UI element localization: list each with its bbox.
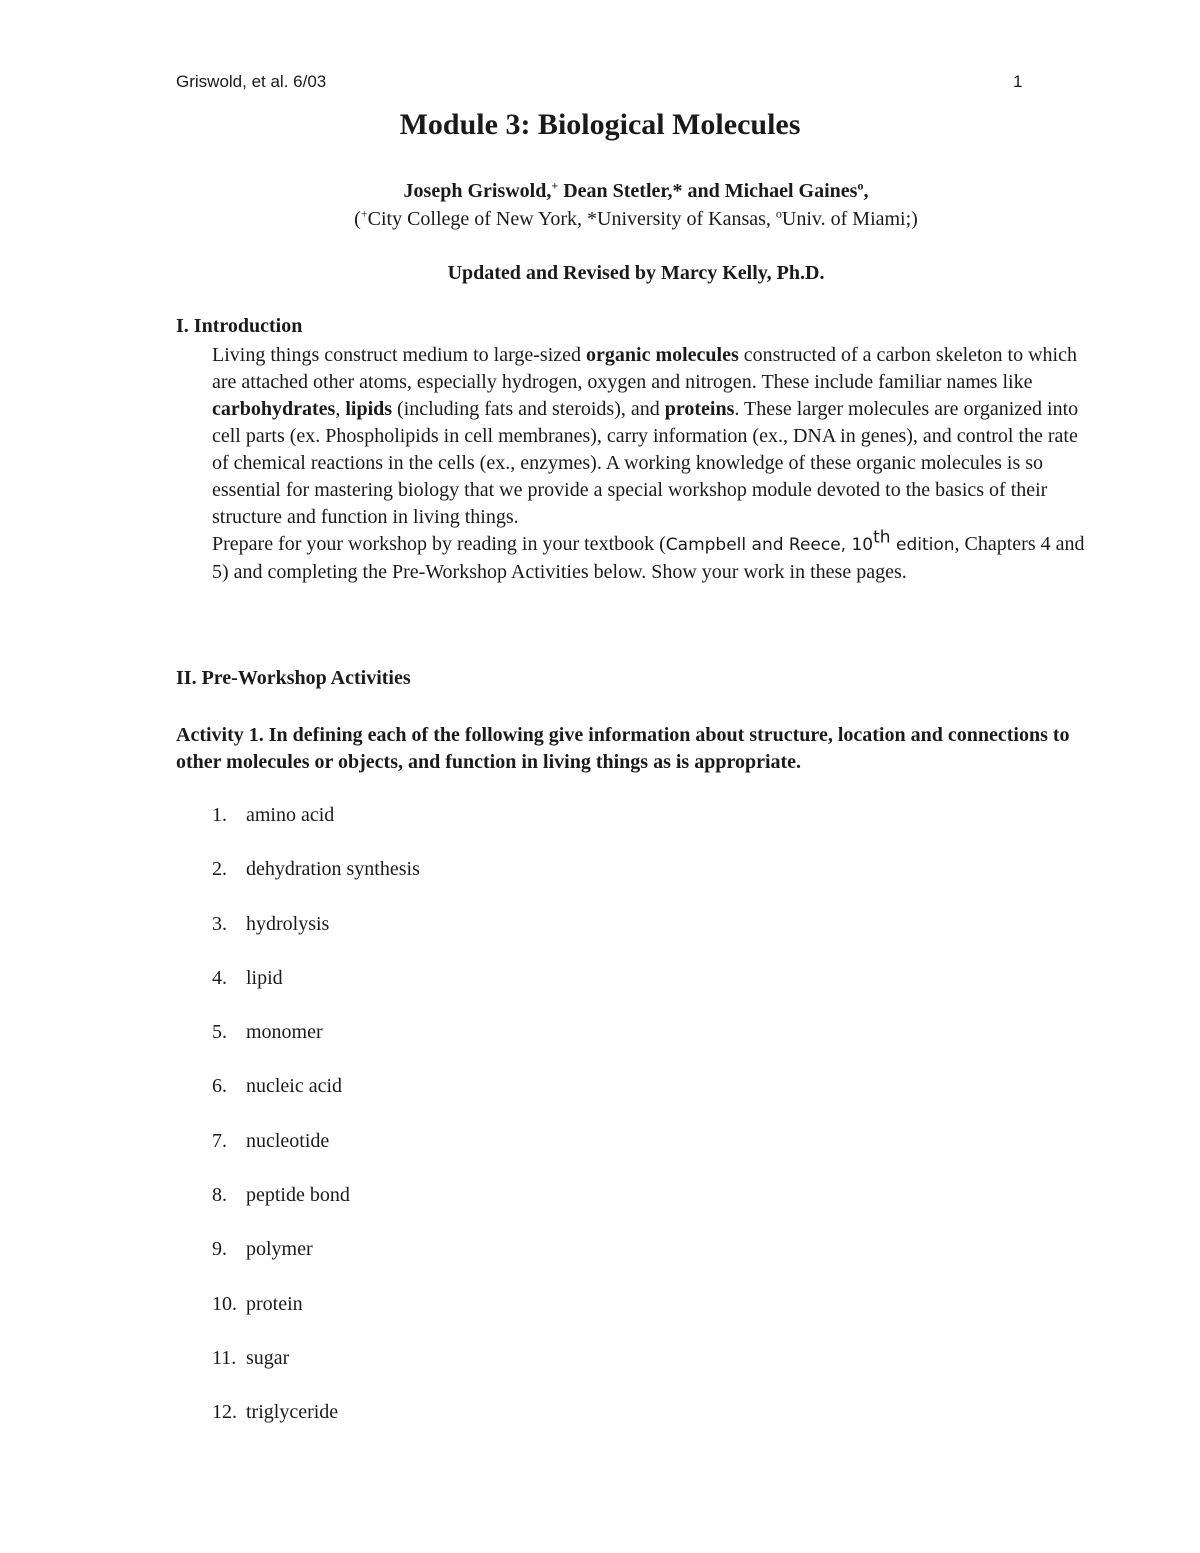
- term-proteins: proteins: [664, 398, 735, 420]
- textbook-reference: Campbell and Reece, 10: [665, 535, 874, 555]
- list-item-term: hydrolysis: [246, 912, 330, 935]
- activity-1-instructions: Activity 1. In defining each of the following give information about structure, location and connections to other molecules or objects, and function in living things as is appropriate.: [176, 724, 1070, 773]
- list-item-number: 6.: [212, 1075, 227, 1098]
- intro-heading: I. Introduction: [176, 315, 303, 337]
- affiliation-mark-2: o: [775, 206, 782, 221]
- intro-text: . These larger molecules are organized into cell parts (ex. Phospholipids in cell membranes), carry information (ex., DNA in genes), and control the rate of chemical reactions in the cells (ex., enzymes). A working knowledge of these organic molecules is so essential for mastering biology that we provide a special workshop module devoted to the basics of their structure and function in living things.: [212, 398, 1079, 528]
- pre-workshop-heading: II. Pre-Workshop Activities: [176, 667, 411, 689]
- term-carbohydrates: carbohydrates: [212, 398, 336, 420]
- list-item-term: dehydration synthesis: [246, 858, 420, 881]
- list-item-number: 4.: [212, 966, 227, 989]
- term-lipids: lipids: [345, 398, 393, 420]
- list-item-term: monomer: [246, 1021, 323, 1044]
- intro-text: Living things construct medium to large-sized: [212, 344, 587, 366]
- list-item-term: protein: [246, 1292, 303, 1315]
- list-item-number: 10.: [212, 1292, 237, 1315]
- intro-text: , Chapters 4 and 5) and completing the Pre-Workshop Activities below. Show your work in these pages.: [212, 533, 1085, 583]
- revised-by: Updated and Revised by Marcy Kelly, Ph.D.: [447, 262, 825, 284]
- affiliation-mark-1: +: [360, 206, 368, 221]
- affiliation-open: (: [354, 208, 361, 230]
- list-item-term: nucleic acid: [246, 1075, 343, 1098]
- author-tail: ,: [863, 180, 869, 202]
- intro-text: Prepare for your workshop by reading in your textbook (: [212, 533, 666, 555]
- textbook-edition: edition: [890, 535, 955, 555]
- list-item-number: 11.: [212, 1346, 237, 1369]
- author-2-3: Dean Stetler,* and Michael Gaines: [558, 180, 858, 202]
- intro-text: (including fats and steroids), and: [392, 398, 665, 420]
- list-item-number: 3.: [212, 912, 227, 935]
- list-item-term: polymer: [246, 1238, 313, 1261]
- intro-body: [176, 342, 1096, 586]
- author-3-mark: o: [857, 178, 864, 193]
- page-title: Module 3: Biological Molecules: [399, 108, 801, 141]
- list-item-number: 2.: [212, 858, 227, 881]
- edition-superscript: th: [873, 527, 891, 548]
- intro-text: constructed of a carbon skeleton to which are attached other atoms, especially hydrogen, oxygen and nitrogen. These include familiar names like: [212, 344, 1077, 393]
- list-item-number: 8.: [212, 1184, 227, 1207]
- list-item-number: 9.: [212, 1238, 227, 1261]
- list-item-term: lipid: [246, 966, 283, 989]
- affiliation-part-1: City College of New York, *University of Kansas,: [367, 208, 776, 230]
- term-organic-molecules: organic molecules: [586, 344, 739, 366]
- page-number: 1: [1013, 72, 1023, 91]
- intro-paragraph-2: [176, 527, 1096, 586]
- list-item-term: sugar: [246, 1346, 290, 1369]
- list-item-number: 5.: [212, 1021, 227, 1044]
- list-item-term: triglyceride: [246, 1401, 339, 1424]
- intro-paragraph-1: [176, 342, 1096, 531]
- author-1: Joseph Griswold,: [403, 180, 552, 202]
- author-line: [0, 180, 1200, 203]
- running-head: Griswold, et al. 6/03: [176, 72, 327, 91]
- affiliation-line: [0, 208, 1200, 231]
- author-1-mark: +: [551, 178, 559, 193]
- list-item-term: peptide bond: [246, 1184, 350, 1207]
- list-item-number: 7.: [212, 1129, 227, 1152]
- list-item-number: 12.: [212, 1401, 237, 1424]
- list-item-term: nucleotide: [246, 1129, 330, 1152]
- intro-text: ,: [335, 398, 346, 420]
- list-item-term: amino acid: [246, 804, 335, 826]
- affiliation-part-2: Univ. of Miami;): [781, 208, 918, 230]
- list-item-number: 1.: [212, 804, 227, 826]
